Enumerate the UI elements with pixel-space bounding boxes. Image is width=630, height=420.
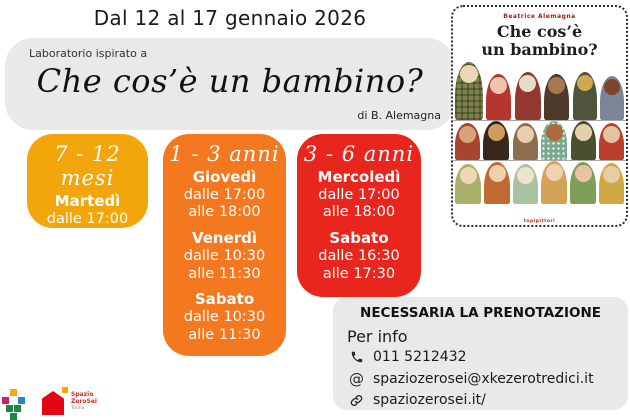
- child-face: [604, 79, 620, 95]
- session: [163, 229, 286, 283]
- cover-figure-row: [453, 121, 626, 161]
- session-day: Venerdì: [191, 229, 258, 248]
- phone-number: 011 5212432: [373, 349, 467, 365]
- child-face: [517, 167, 534, 184]
- session-time-to: alle 17:30: [322, 265, 396, 282]
- link-icon: [349, 394, 364, 407]
- mosaic-square: [14, 405, 21, 412]
- child-figure: [570, 162, 596, 204]
- logo-mosaic: [2, 389, 26, 420]
- booking-info-box: [333, 297, 628, 410]
- child-face: [460, 65, 478, 83]
- session-time-to: alle 18:00: [322, 204, 396, 221]
- session-time-from: dalle 17:00: [183, 186, 266, 203]
- session-time-from: dalle 17:00: [318, 186, 400, 203]
- booking-heading: NECESSARIA LA PRENOTAZIONE: [360, 305, 601, 321]
- child-figure: [486, 74, 511, 120]
- child-figure: [455, 123, 480, 160]
- session-time-to: alle 11:30: [188, 265, 261, 282]
- child-face: [488, 124, 505, 141]
- website-row: [349, 391, 616, 410]
- child-figure: [599, 123, 624, 160]
- child-face: [575, 124, 592, 141]
- age-group-label: 7 - 12 mesi: [54, 142, 121, 190]
- date-title: Dal 12 al 17 gennaio 2026: [93, 6, 367, 30]
- logo-city: Torino: [71, 405, 85, 411]
- child-face: [603, 126, 620, 143]
- schedule-column-7-12-mesi: [27, 134, 148, 245]
- child-face: [546, 164, 563, 181]
- child-figure: [515, 72, 541, 120]
- child-face: [517, 126, 534, 143]
- book-cover-title: [453, 23, 626, 58]
- child-figure: [571, 121, 596, 160]
- child-face: [490, 77, 507, 94]
- session-day: Martedì: [54, 192, 121, 210]
- child-face: [577, 75, 593, 91]
- session-time-to: alle 11:30: [188, 326, 261, 343]
- session-time-to: alle 18:00: [51, 228, 124, 245]
- child-figure: [599, 163, 624, 204]
- session-time-from: dalle 17:00: [46, 210, 129, 227]
- child-figure: [483, 121, 509, 160]
- session: [297, 168, 421, 222]
- child-face: [519, 75, 536, 92]
- child-face: [546, 124, 563, 141]
- child-face: [460, 167, 477, 184]
- child-face: [603, 166, 620, 183]
- age-group-label: 3 - 6 anni: [303, 142, 415, 166]
- workshop-label: Laboratorio ispirato a: [29, 47, 148, 60]
- session: [27, 192, 148, 246]
- book-cover-title-line2: un bambino?: [481, 39, 598, 59]
- publisher-mark: topipittori: [523, 219, 556, 224]
- logo-name-line2: ZeroSei: [71, 397, 97, 405]
- workshop-title: Che cos’è un bambino?: [36, 62, 424, 100]
- house-icon: [42, 391, 64, 415]
- session-time-from: dalle 10:30: [183, 247, 266, 264]
- logo-name-line1: Spazio: [71, 391, 94, 398]
- phone-row: [349, 348, 616, 367]
- cover-figure-row: [453, 62, 626, 121]
- at-icon: @: [349, 369, 364, 388]
- age-group-label: 1 - 3 anni: [169, 142, 280, 166]
- schedule-column-3-6-anni: [297, 134, 421, 297]
- email-address: spaziozerosei@xkezerotredici.it: [373, 370, 594, 387]
- schedule-column-1-3-anni: [163, 134, 286, 356]
- mosaic-square: [18, 397, 25, 404]
- book-cover: [451, 5, 628, 227]
- workshop-author: di B. Alemagna: [357, 109, 441, 122]
- child-figure: [513, 164, 538, 204]
- child-face: [548, 77, 565, 94]
- session-day: Sabato: [329, 229, 389, 248]
- mosaic-square: [10, 389, 17, 396]
- child-face: [459, 126, 476, 143]
- session-day: Sabato: [194, 290, 255, 309]
- website-url: spaziozerosei.it/: [373, 392, 486, 409]
- book-cover-illustration: [453, 62, 626, 204]
- cover-figure-row: [453, 161, 626, 204]
- email-row: [349, 369, 616, 389]
- child-figure: [484, 162, 510, 204]
- session: [163, 290, 286, 344]
- session-time-to: alle 18:00: [188, 204, 261, 221]
- house-dot-icon: [62, 387, 68, 393]
- child-figure: [600, 76, 624, 120]
- session: [297, 229, 421, 283]
- session-day: Mercoledì: [317, 168, 401, 186]
- child-figure: [513, 123, 538, 160]
- logo-text: [71, 392, 97, 411]
- workshop-intro-panel: [5, 38, 455, 130]
- child-face: [575, 165, 592, 182]
- phone-icon: [349, 350, 364, 364]
- session-time-from: dalle 16:30: [318, 247, 400, 264]
- session: [163, 168, 286, 222]
- mosaic-square: [10, 413, 17, 420]
- child-figure: [541, 121, 567, 160]
- session-time-from: dalle 10:30: [183, 309, 266, 325]
- mosaic-square: [2, 397, 9, 404]
- child-face: [489, 165, 506, 182]
- child-figure: [541, 161, 567, 204]
- book-cover-author: Beatrice Alemagna: [503, 13, 576, 20]
- child-figure: [544, 74, 569, 120]
- book-cover-title-line1: Che cos’è: [496, 22, 583, 41]
- child-figure: [455, 62, 483, 120]
- mosaic-square: [6, 405, 13, 412]
- session-day: Giovedì: [192, 168, 257, 186]
- child-figure: [573, 72, 597, 120]
- child-figure: [455, 164, 481, 204]
- info-label: Per info: [347, 327, 408, 346]
- spazio-zerosei-logo: [42, 387, 68, 415]
